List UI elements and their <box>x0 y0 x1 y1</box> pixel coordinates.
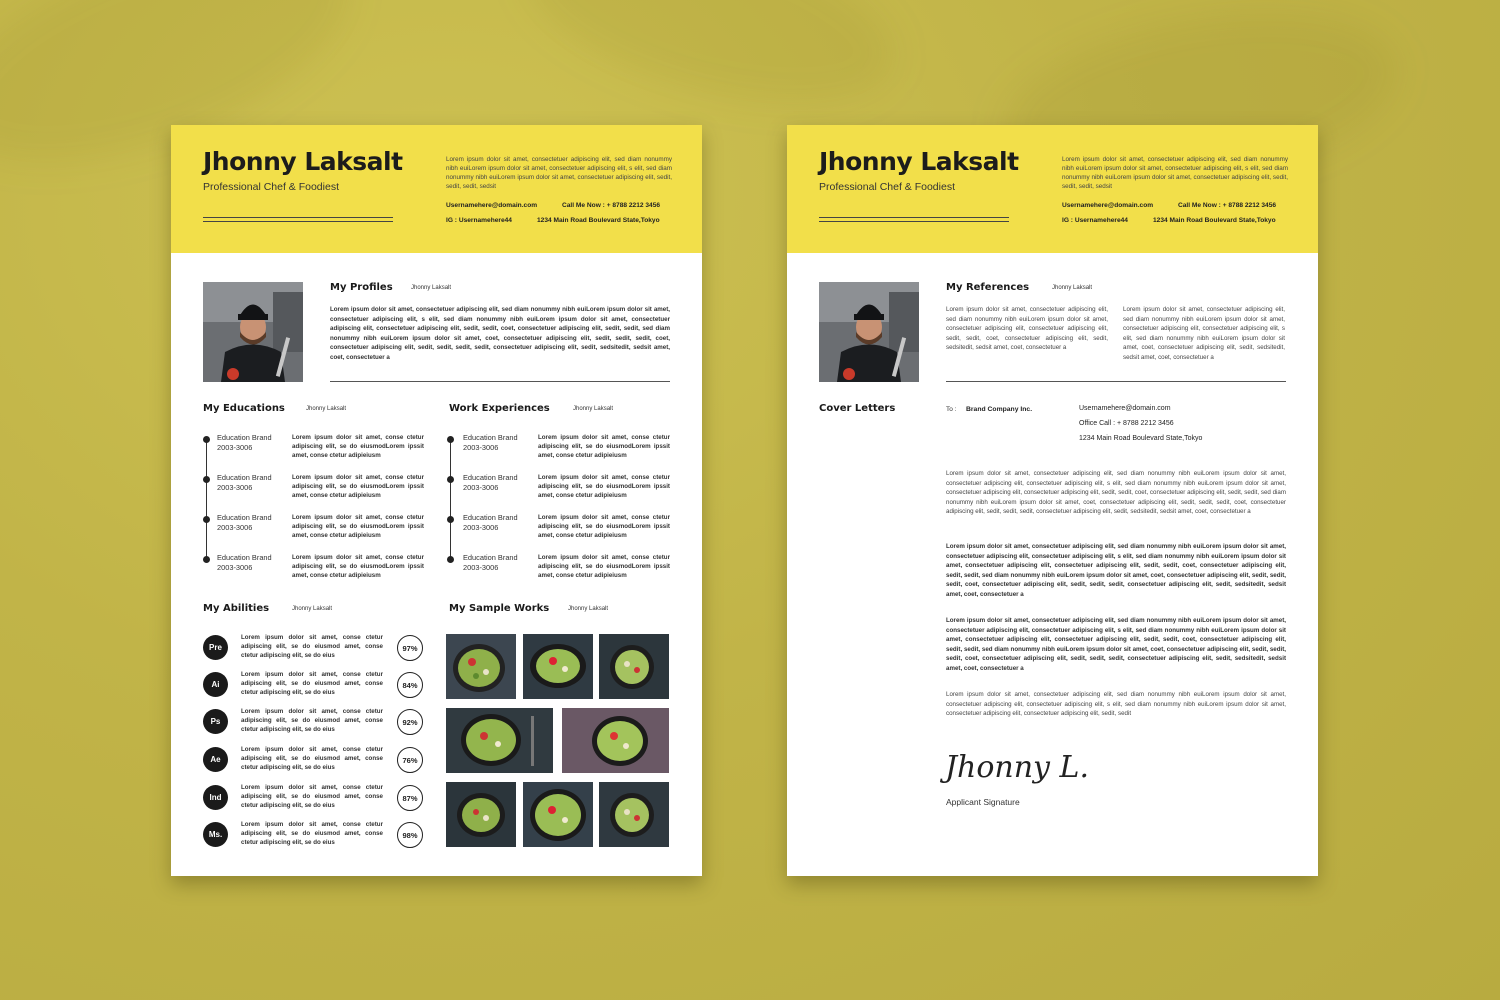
timeline-dot <box>447 436 454 443</box>
sample-work-image <box>523 634 593 699</box>
header-divider <box>203 217 393 218</box>
abilities-sub: Jhonny Laksalt <box>292 606 333 612</box>
ability-desc: Lorem ipsum dolor sit amet, conse ctetur adipiscing elit, se do eiusmod amet, conse ctetur adipiscing elit, se do eius <box>241 634 383 659</box>
ability-badge: Ae <box>203 747 228 772</box>
education-desc: Lorem ipsum dolor sit amet, conse ctetur adipiscing elit, se do eiusmodLorem ipssit amet, conse ctetur adipieiusm <box>292 554 424 579</box>
handwritten-signature: Jhonny L. <box>945 750 1089 785</box>
experience-desc: Lorem ipsum dolor sit amet, conse ctetur adipiscing elit, se do eiusmodLorem ipssit amet, conse ctetur adipieiusm <box>538 474 670 499</box>
company-name: Brand Company Inc. <box>966 406 1033 413</box>
header-divider <box>203 221 393 222</box>
profiles-rule <box>330 381 670 382</box>
to-label: To : <box>946 406 957 413</box>
experience-desc: Lorem ipsum dolor sit amet, conse ctetur adipiscing elit, se do eiusmodLorem ipssit amet, conse ctetur adipieiusm <box>538 554 670 579</box>
chef-photo <box>203 282 303 382</box>
ability-percent: 84% <box>397 672 423 698</box>
education-years: 2003-3006 <box>217 483 253 492</box>
education-name: Education Brand <box>217 473 272 482</box>
works-sub: Jhonny Laksalt <box>568 606 609 612</box>
experience-years: 2003-3006 <box>463 443 499 452</box>
works-title: My Sample Works <box>449 603 550 614</box>
ability-percent: 87% <box>397 785 423 811</box>
ability-desc: Lorem ipsum dolor sit amet, conse ctetur adipiscing elit, se do eiusmod amet, conse ctetur adipiscing elit, se do eius <box>241 784 383 809</box>
experiences-timeline <box>450 439 451 559</box>
sample-work-image <box>446 708 553 773</box>
sample-work-image <box>446 634 516 699</box>
header-intro: Lorem ipsum dolor sit amet, consectetuer adipiscing elit, sed diam nonummy nibh euiLorem ipsum dolor sit amet, consectetuer adipiscing elit, s elit, sed diam nonummy nibh euiLorem ipsum dolor sit amet, consectetuer adipiscing elit, sedit, sedit, sedit, sedsit <box>1062 156 1288 190</box>
header-divider <box>819 221 1009 222</box>
experiences-title: Work Experiences <box>449 403 550 414</box>
education-name: Education Brand <box>217 433 272 442</box>
education-desc: Lorem ipsum dolor sit amet, conse ctetur adipiscing elit, se do eiusmodLorem ipssit amet, conse ctetur adipieiusm <box>292 514 424 539</box>
cover-letter-page <box>787 125 1318 876</box>
ability-badge: Ai <box>203 672 228 697</box>
letter-paragraph: Lorem ipsum dolor sit amet, consectetuer adipiscing elit, sed diam nonummy nibh euiLorem ipsum dolor sit amet, consectetuer adipiscing elit, consectetuer adipiscing elit, s elit, sed diam nonummy nibh euiLorem ipsum dolor sit amet, consectetuer adipiscing elit, consectetuer adipiscing elit, sedit, sedit, coet, consectetuer adipiscing elit, sedit, sedit, sed diam nonummy nibh euiLorem ipsum dolor sit amet, coet, consectetuer adipiscing elit, sedit, sedit, sedit, coet, consectetuer adipiscing elit, sedit, sedit, sedit, consectetuer adipiscing elit, sedit, sedsitedit, sedsit amet, coet, consectetuer a <box>946 543 1286 598</box>
ability-percent: 76% <box>397 747 423 773</box>
contact-phone: Call Me Now : + 8788 2212 3456 <box>1178 202 1277 209</box>
profiles-title: My Profiles <box>330 282 393 293</box>
contact-address: 1234 Main Road Boulevard State,Tokyo <box>1153 217 1276 224</box>
contact-email: Usernamehere@domain.com <box>1062 202 1154 209</box>
timeline-dot <box>203 436 210 443</box>
ability-desc: Lorem ipsum dolor sit amet, conse ctetur adipiscing elit, se do eiusmod amet, conse ctetur adipiscing elit, se do eius <box>241 708 383 733</box>
profiles-sub: Jhonny Laksalt <box>411 285 452 291</box>
cover-header <box>787 125 1318 253</box>
ability-badge: Pre <box>203 635 228 660</box>
education-name: Education Brand <box>217 553 272 562</box>
timeline-dot <box>203 476 210 483</box>
resume-name: Jhonny Laksalt <box>203 147 403 176</box>
letter-paragraph: Lorem ipsum dolor sit amet, consectetuer adipiscing elit, sed diam nonummy nibh euiLorem ipsum dolor sit amet, consectetuer adipiscing elit, consectetuer adipiscing elit, s elit, sed diam nonummy nibh euiLorem ipsum dolor sit amet, consectetuer adipiscing elit, consectetuer adipiscing elit, sedit, sedit <box>946 691 1286 718</box>
sample-work-image <box>523 782 593 847</box>
education-desc: Lorem ipsum dolor sit amet, conse ctetur adipiscing elit, se do eiusmodLorem ipssit amet, conse ctetur adipieiusm <box>292 474 424 499</box>
recipient-phone: Office Call : + 8788 2212 3456 <box>1079 420 1174 427</box>
experience-name: Education Brand <box>463 553 518 562</box>
education-years: 2003-3006 <box>217 563 253 572</box>
timeline-dot <box>203 516 210 523</box>
ability-percent: 97% <box>397 635 423 661</box>
educations-sub: Jhonny Laksalt <box>306 406 347 412</box>
signature-label: Applicant Signature <box>946 797 1020 807</box>
reference-text: Lorem ipsum dolor sit amet, consectetuer adipiscing elit, sed diam nonummy nibh euiLorem ipsum dolor sit amet, consectetuer adipiscing elit, consectetuer adipiscing elit, s elit, sed diam nonummy nibh euiLorem ipsum dolor sit amet, coet, consectetuer adipiscing elit, sedit, sedsitedit, sedsit amet, coet, consectetuer a <box>1123 306 1285 361</box>
experience-years: 2003-3006 <box>463 563 499 572</box>
reference-text: Lorem ipsum dolor sit amet, consectetuer adipiscing elit, sed diam nonummy nibh euiLorem ipsum dolor sit amet, consectetuer adipiscing elit, consectetuer adipiscing elit, sedit, sedit, coet, consectetuer adipiscing elit, sedit, sedsitedit, sedsit amet, coet, consectetuer a <box>946 306 1108 352</box>
timeline-dot <box>447 556 454 563</box>
resume-page <box>171 125 702 876</box>
educations-title: My Educations <box>203 403 285 414</box>
education-desc: Lorem ipsum dolor sit amet, conse ctetur adipiscing elit, se do eiusmodLorem ipssit amet, conse ctetur adipieiusm <box>292 434 424 459</box>
header-intro: Lorem ipsum dolor sit amet, consectetuer adipiscing elit, sed diam nonummy nibh euiLorem ipsum dolor sit amet, consectetuer adipiscing elit, s elit, sed diam nonummy nibh euiLorem ipsum dolor sit amet, consectetuer adipiscing elit, sedit, sedit, sedit, sedsit <box>446 156 672 190</box>
contact-email: Usernamehere@domain.com <box>446 202 538 209</box>
education-name: Education Brand <box>217 513 272 522</box>
ability-percent: 92% <box>397 709 423 735</box>
chef-photo <box>819 282 919 382</box>
experience-years: 2003-3006 <box>463 523 499 532</box>
ability-desc: Lorem ipsum dolor sit amet, conse ctetur adipiscing elit, se do eiusmod amet, conse ctetur adipiscing elit, se do eius <box>241 746 383 771</box>
header-divider <box>819 217 1009 218</box>
background-shadow <box>507 0 913 137</box>
contact-address: 1234 Main Road Boulevard State,Tokyo <box>537 217 660 224</box>
education-years: 2003-3006 <box>217 443 253 452</box>
experience-name: Education Brand <box>463 473 518 482</box>
contact-phone: Call Me Now : + 8788 2212 3456 <box>562 202 661 209</box>
contact-instagram: IG : Usernamehere44 <box>1062 217 1128 224</box>
references-sub: Jhonny Laksalt <box>1052 285 1093 291</box>
timeline-dot <box>203 556 210 563</box>
cover-letter-title: Cover Letters <box>819 403 896 414</box>
ability-badge: Ps <box>203 709 228 734</box>
references-rule <box>946 381 1286 382</box>
education-years: 2003-3006 <box>217 523 253 532</box>
references-title: My References <box>946 282 1030 293</box>
recipient-address: 1234 Main Road Boulevard State,Tokyo <box>1079 435 1203 442</box>
contact-instagram: IG : Usernamehere44 <box>446 217 512 224</box>
timeline-dot <box>447 516 454 523</box>
ability-badge: Ind <box>203 785 228 810</box>
ability-desc: Lorem ipsum dolor sit amet, conse ctetur adipiscing elit, se do eiusmod amet, conse ctetur adipiscing elit, se do eius <box>241 671 383 696</box>
ability-desc: Lorem ipsum dolor sit amet, conse ctetur adipiscing elit, se do eiusmod amet, conse ctetur adipiscing elit, se do eius <box>241 821 383 846</box>
experience-name: Education Brand <box>463 513 518 522</box>
sample-work-image <box>562 708 669 773</box>
ability-percent: 98% <box>397 822 423 848</box>
experience-years: 2003-3006 <box>463 483 499 492</box>
experience-name: Education Brand <box>463 433 518 442</box>
experience-desc: Lorem ipsum dolor sit amet, conse ctetur adipiscing elit, se do eiusmodLorem ipssit amet, conse ctetur adipieiusm <box>538 514 670 539</box>
letter-paragraph: Lorem ipsum dolor sit amet, consectetuer adipiscing elit, sed diam nonummy nibh euiLorem ipsum dolor sit amet, consectetuer adipiscing elit, consectetuer adipiscing elit, s elit, sed diam nonummy nibh euiLorem ipsum dolor sit amet, consectetuer adipiscing elit, consectetuer adipiscing elit, sedit, sedit, coet, consectetuer adipiscing elit, sedit, sedit, sed diam nonummy nibh euiLorem ipsum dolor sit amet, coet, consectetuer adipiscing elit, sedit, sedit, sedit, coet, consectetuer adipiscing elit, sedit, sedit, sedit, consectetuer adipiscing elit, sedit, sedsitedit, sedsit amet, coet, consectetuer a <box>946 470 1286 516</box>
profiles-text: Lorem ipsum dolor sit amet, consectetuer adipiscing elit, sed diam nonummy nibh euiLorem ipsum dolor sit amet, consectetuer adipiscing elit, s elit, sed diam nonummy nibh euiLorem ipsum dolor sit amet, consectetuer adipiscing elit, consectetuer adipiscing elit, sedit, sedit, coet, consectetuer adipiscing elit, sedit, sedit, sed diam nonummy nibh euiLorem ipsum dolor sit amet, coet, consectetuer adipiscing elit, sedit, sedit, sedit, coet, consectetuer adipiscing elit, sedit, sedit, sedit, sedit, consectetuer adipiscing elit, sedit, sedsitedit, sedsit amet, coet, consectetuer a <box>330 306 670 361</box>
experiences-sub: Jhonny Laksalt <box>573 406 614 412</box>
cover-name: Jhonny Laksalt <box>819 147 1019 176</box>
resume-title: Professional Chef & Foodiest <box>203 181 339 193</box>
educations-timeline <box>206 439 207 559</box>
letter-paragraph: Lorem ipsum dolor sit amet, consectetuer adipiscing elit, sed diam nonummy nibh euiLorem ipsum dolor sit amet, consectetuer adipiscing elit, consectetuer adipiscing elit, s elit, sed diam nonummy nibh euiLorem ipsum dolor sit amet, consectetuer adipiscing elit, consectetuer adipiscing elit, sedit, sedit, coet, consectetuer adipiscing elit, sedit, sedit, sed diam nonummy nibh euiLorem ipsum dolor sit amet, coet, consectetuer adipiscing elit, sedit, sedit, sedit, coet, consectetuer adipiscing elit, sedit, sedit, sedit, consectetuer adipiscing elit, sedit, sedsitedit, sedsit amet, coet, consectetuer a <box>946 617 1286 672</box>
experience-desc: Lorem ipsum dolor sit amet, conse ctetur adipiscing elit, se do eiusmodLorem ipssit amet, conse ctetur adipieiusm <box>538 434 670 459</box>
timeline-dot <box>447 476 454 483</box>
resume-header <box>171 125 702 253</box>
abilities-title: My Abilities <box>203 603 270 614</box>
cover-title: Professional Chef & Foodiest <box>819 181 955 193</box>
sample-work-image <box>599 782 669 847</box>
recipient-email: Usernamehere@domain.com <box>1079 405 1171 412</box>
ability-badge: Ms. <box>203 822 228 847</box>
sample-work-image <box>446 782 516 847</box>
sample-work-image <box>599 634 669 699</box>
